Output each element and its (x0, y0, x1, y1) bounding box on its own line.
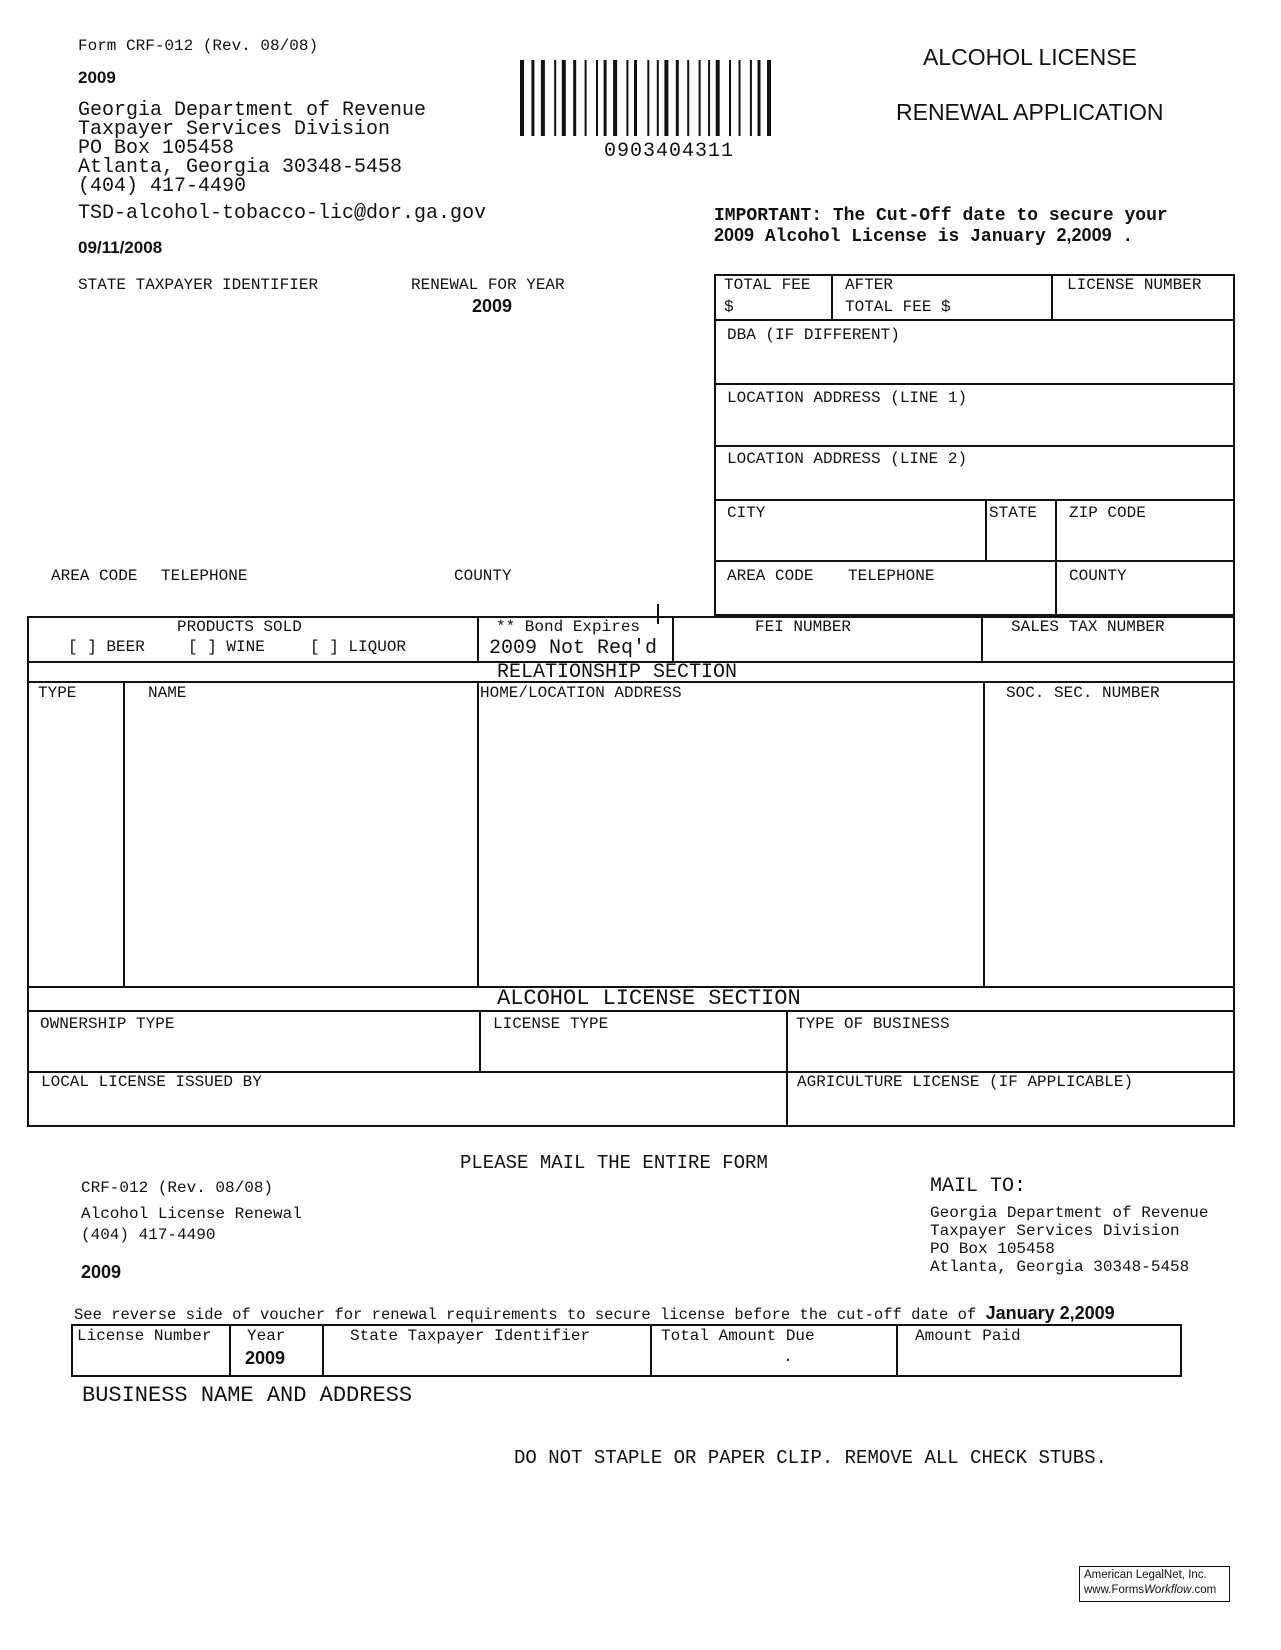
american-legalnet-badge (1079, 1566, 1230, 1602)
dept-email: TSD-alcohol-tobacco-lic@dor.ga.gov (78, 202, 487, 225)
voucher-total-amount-due-value: . (783, 1348, 793, 1366)
area-code-field[interactable]: AREA CODE (727, 567, 814, 585)
mail-to-address (930, 1204, 1208, 1276)
renewal-year-value: 2009 (472, 296, 513, 316)
zip-code-field[interactable]: ZIP CODE (1069, 504, 1146, 522)
dept-division: Taxpayer Services Division (78, 118, 391, 141)
ownership-type-field[interactable]: OWNERSHIP TYPE (40, 1015, 175, 1033)
bond-expires-label: ** Bond Expires (496, 618, 641, 636)
relationship-name-column: NAME (148, 684, 187, 702)
bond-expires-value: 2009 Not Req'd (489, 637, 658, 660)
dba-field[interactable]: DBA (IF DIFFERENT) (727, 326, 900, 344)
voucher-description: Alcohol License Renewal (81, 1205, 302, 1223)
business-name-and-address: BUSINESS NAME AND ADDRESS (82, 1383, 413, 1408)
local-license-issued-by-field[interactable]: LOCAL LICENSE ISSUED BY (41, 1073, 262, 1091)
voucher-form-number: CRF-012 (Rev. 08/08) (81, 1179, 274, 1197)
important-date: 2,2009 (1056, 225, 1112, 245)
important-text: The Cut-Off date to secure your (832, 206, 1168, 226)
important-period: . (1122, 227, 1134, 247)
county-label: COUNTY (454, 567, 512, 585)
staple-note: DO NOT STAPLE OR PAPER CLIP. REMOVE ALL CHECK STUBS. (514, 1447, 1107, 1469)
important-label: IMPORTANT: (714, 206, 823, 226)
after-label: AFTER (845, 276, 894, 294)
voucher-state-taxpayer-field[interactable]: State Taxpayer Identifier (350, 1327, 591, 1345)
badge-prefix: www.Forms (1084, 1584, 1145, 1596)
renewal-year-label: RENEWAL FOR YEAR (411, 276, 565, 294)
city-field[interactable]: CITY (727, 504, 766, 522)
badge-line1: American LegalNet, Inc. (1084, 1569, 1207, 1581)
fei-number-field[interactable]: FEI NUMBER (755, 618, 852, 636)
reverse-note-date: January 2,2009 (985, 1303, 1115, 1323)
voucher-license-number-field[interactable]: License Number (77, 1327, 212, 1345)
area-code-label: AREA CODE (51, 567, 138, 585)
voucher-total-amount-due-label: Total Amount Due (661, 1327, 815, 1345)
form-number: Form CRF-012 (Rev. 08/08) (78, 37, 319, 55)
mail-division: Taxpayer Services Division (930, 1222, 1180, 1240)
telephone-label: TELEPHONE (161, 567, 248, 585)
voucher-year-value: 2009 (245, 1348, 286, 1368)
dept-address (78, 101, 426, 196)
dept-city: Atlanta, Georgia 30348-5458 (78, 156, 403, 179)
license-number-field[interactable]: LICENSE NUMBER (1067, 276, 1202, 294)
telephone-field[interactable]: TELEPHONE (848, 567, 935, 585)
important-text-2: Alcohol License is January (764, 227, 1046, 247)
badge-suffix: .com (1191, 1584, 1217, 1596)
voucher-phone: (404) 417-4490 (81, 1226, 216, 1244)
dept-po-box: PO Box 105458 (78, 137, 235, 160)
liquor-checkbox[interactable]: [ ] LIQUOR (310, 638, 407, 656)
type-of-business-field[interactable]: TYPE OF BUSINESS (796, 1015, 950, 1033)
mail-instruction: PLEASE MAIL THE ENTIRE FORM (460, 1152, 768, 1174)
wine-checkbox[interactable]: [ ] WINE (188, 638, 265, 656)
relationship-ssn-column: SOC. SEC. NUMBER (1006, 684, 1160, 702)
title-line2: RENEWAL APPLICATION (896, 99, 1164, 125)
barcode-number: 0903404311 (604, 140, 735, 163)
form-year: 2009 (78, 68, 116, 87)
reverse-note-text: See reverse side of voucher for renewal requirements to secure license before the cut-off date of (74, 1306, 977, 1324)
important-notice (714, 207, 1168, 247)
alcohol-license-section-title: ALCOHOL LICENSE SECTION (497, 986, 801, 1011)
badge-line2 (1084, 1583, 1225, 1598)
relationship-type-column: TYPE (38, 684, 77, 702)
agriculture-license-field[interactable]: AGRICULTURE LICENSE (IF APPLICABLE) (797, 1073, 1134, 1091)
total-fee-field[interactable]: $ (724, 298, 734, 316)
badge-italic: Workflow (1144, 1584, 1192, 1596)
state-taxpayer-identifier-label: STATE TAXPAYER IDENTIFIER (78, 276, 319, 294)
barcode (520, 60, 836, 136)
mail-po-box: PO Box 105458 (930, 1240, 1055, 1258)
voucher-year: 2009 (81, 1262, 122, 1282)
print-date: 09/11/2008 (78, 238, 163, 257)
mail-city: Atlanta, Georgia 30348-5458 (930, 1258, 1190, 1276)
beer-checkbox[interactable]: [ ] BEER (68, 638, 145, 656)
important-year: 2009 (714, 225, 755, 245)
voucher-amount-paid-field[interactable]: Amount Paid (915, 1327, 1021, 1345)
relationship-section-title: RELATIONSHIP SECTION (497, 661, 738, 684)
total-fee-label: TOTAL FEE (724, 276, 811, 294)
reverse-side-note (74, 1303, 1115, 1324)
after-total-fee-field[interactable]: TOTAL FEE $ (845, 298, 951, 316)
location-address-line2-field[interactable]: LOCATION ADDRESS (LINE 2) (727, 450, 968, 468)
county-field[interactable]: COUNTY (1069, 567, 1127, 585)
mail-to-label: MAIL TO: (930, 1175, 1027, 1198)
dept-name: Georgia Department of Revenue (78, 99, 427, 122)
relationship-address-column: HOME/LOCATION ADDRESS (480, 684, 682, 702)
state-field[interactable]: STATE (989, 504, 1038, 522)
sales-tax-number-field[interactable]: SALES TAX NUMBER (1011, 618, 1165, 636)
products-sold-label: PRODUCTS SOLD (177, 618, 302, 636)
dept-phone: (404) 417-4490 (78, 175, 247, 198)
license-type-field[interactable]: LICENSE TYPE (493, 1015, 609, 1033)
location-address-line1-field[interactable]: LOCATION ADDRESS (LINE 1) (727, 389, 968, 407)
title-line1: ALCOHOL LICENSE (923, 44, 1137, 70)
voucher-year-label: Year (247, 1327, 286, 1345)
mail-dept: Georgia Department of Revenue (930, 1204, 1209, 1222)
